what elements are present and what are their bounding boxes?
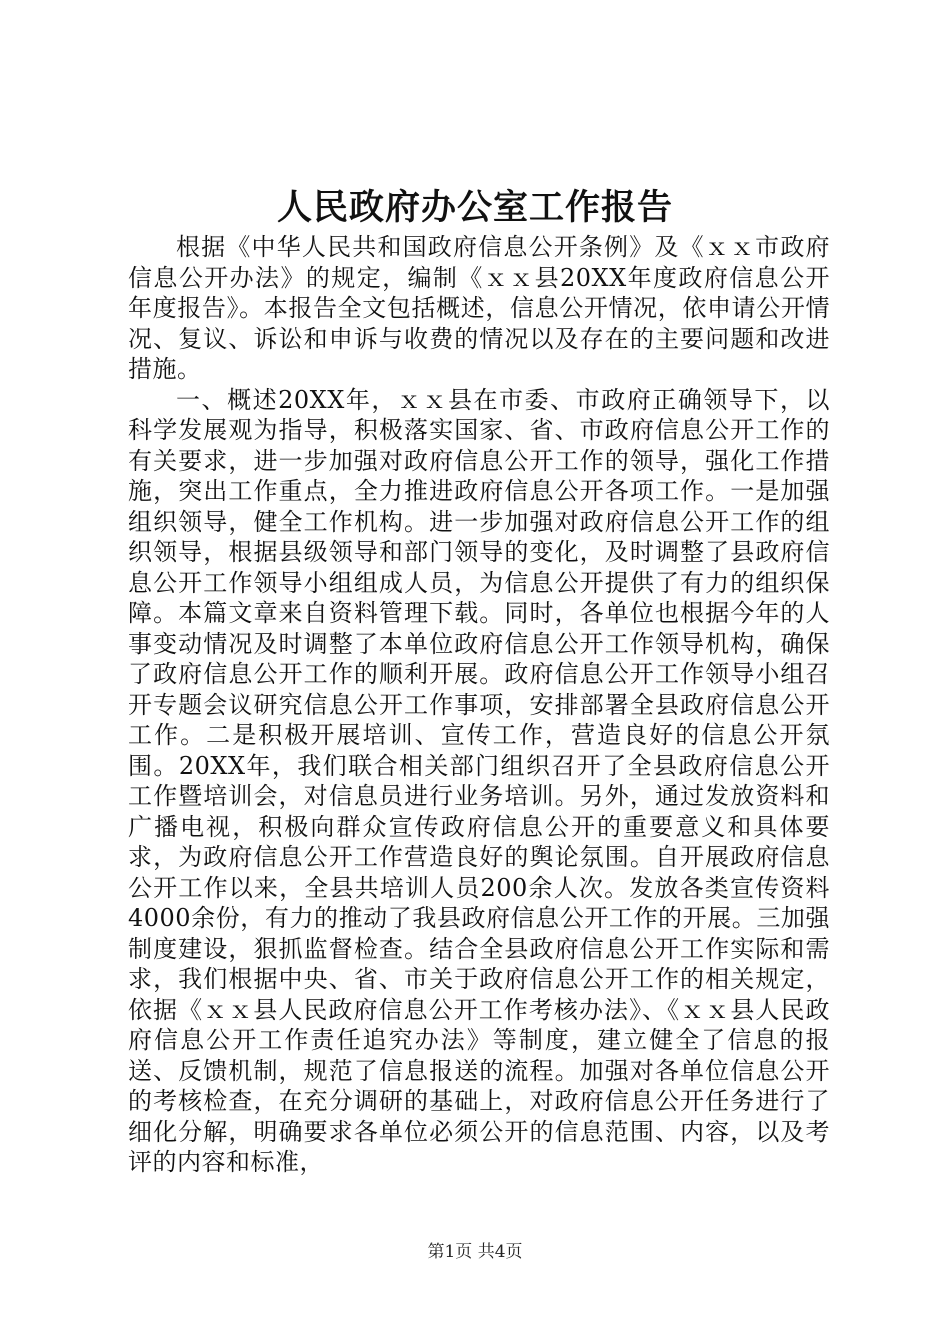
document-title: 人民政府办公室工作报告 — [276, 187, 673, 228]
document-body — [128, 232, 830, 1178]
paragraph-overview: 一、概述20XX年，ｘｘ县在市委、市政府正确领导下，以科学发展观为指导，积极落实国家、省、市政府信息公开工作的有关要求，进一步加强对政府信息公开工作的领导，强化工作措施，突出工作重点，全力推进政府信息公开各项工作。一是加强组织领导，健全工作机构。进一步加强对政府信息公开工作的组织领导，根据县级领导和部门领导的变化，及时调整了县政府信息公开工作领导小组组成人员，为信息公开提供了有力的组织保障。本篇文章来自资料管理下载。同时，各单位也根据今年的人事变动情况及时调整了本单位政府信息公开工作领导机构，确保了政府信息公开工作的顺利开展。政府信息公开工作领导小组召开专题会议研究信息公开工作事项，安排部署全县政府信息公开工作。二是积极开展培训、宣传工作，营造良好的信息公开氛围。20XX年，我们联合相关部门组织召开了全县政府信息公开工作暨培训会，对信息员进行业务培训。另外，通过发放资料和广播电视，积极向群众宣传政府信息公开的重要意义和具体要求，为政府信息公开工作营造良好的舆论氛围。自开展政府信息公开工作以来，全县共培训人员200余人次。发放各类宣传资料4000余份，有力的推动了我县政府信息公开工作的开展。三加强制度建设，狠抓监督检查。结合全县政府信息公开工作实际和需求，我们根据中央、省、市关于政府信息公开工作的相关规定，依据《ｘｘ县人民政府信息公开工作考核办法》、《ｘｘ县人民政府信息公开工作责任追究办法》等制度，建立健全了信息的报送、反馈机制，规范了信息报送的流程。加强对各单位信息公开的考核检查，在充分调研的基础上，对政府信息公开任务进行了细化分解，明确要求各单位必须公开的信息范围、内容，以及考评的内容和标准， — [128, 385, 830, 1176]
page-number-footer: 第1页 共4页 — [427, 1242, 523, 1262]
paragraph-intro: 根据《中华人民共和国政府信息公开条例》及《ｘｘ市政府信息公开办法》的规定，编制《ｘｘ县20XX年度政府信息公开年度报告》。本报告全文包括概述，信息公开情况，依申请公开情况、复议、诉讼和申诉与收费的情况以及存在的主要问题和改进措施。 — [128, 233, 830, 383]
